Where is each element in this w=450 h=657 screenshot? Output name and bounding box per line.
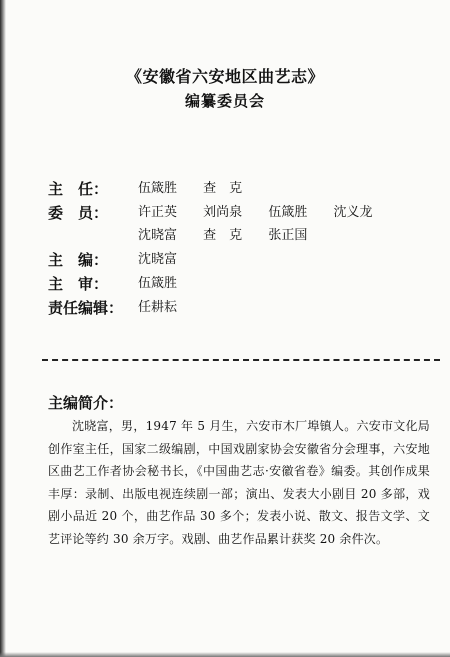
bio-heading: 主编简介： [48,394,124,412]
member-name: 任耕耘 [138,300,178,315]
member-name: 伍箴胜 [138,181,178,196]
committee-row-responsible-editor [48,297,438,319]
committee-row-members-cont [48,225,438,247]
book-title: 《安徽省六安地区曲艺志》 [125,67,324,86]
member-names [138,249,199,271]
role-label: 主 审： [48,275,109,293]
member-names [138,178,264,200]
committee-row-reviewer [48,273,438,295]
dashed-divider [42,359,440,361]
member-name: 张正国 [268,228,308,243]
member-name: 伍箴胜 [138,276,178,291]
scan-shadow-bottom [0,652,450,657]
member-name: 沈晓富 [138,252,178,267]
committee-title: 编纂委员会 [184,92,265,110]
member-name: 刘尚泉 [203,205,243,220]
role-label: 委 员： [48,204,109,222]
member-name: 查 克 [203,181,243,196]
member-name: 许正英 [138,205,178,220]
committee-row-director [48,178,438,200]
member-names [138,225,329,247]
role-label: 责任编辑： [48,299,124,317]
committee-row-chief-editor [48,249,438,271]
bio-paragraph: 沈晓富，男，1947 年 5 月生，六安市木厂埠镇人。六安市文化局创作室主任，国家二级编剧，中国戏剧家协会安徽省分会理事，六安地区曲艺工作者协会秘书长，《中国曲艺志·安徽省卷》编委。其创作成果丰厚：录制、出版电视连续剧一部；演出、发表大小剧目 20 多部，戏剧小品近 20 个，曲艺作品 30 多个；发表小说、散文、报告文学、文艺评论等约 30 余万字。戏剧、曲艺作品累计获奖 20 余件次。 [48,419,430,546]
member-name: 伍箴胜 [268,205,308,220]
member-names [138,202,394,224]
committee-row-members [48,202,438,224]
role-label: 主 任： [48,180,109,198]
member-names [138,297,199,319]
member-name: 沈晓富 [138,228,178,243]
role-label: 主 编： [48,251,109,269]
member-name: 沈义龙 [333,205,373,220]
member-name: 查 克 [203,228,243,243]
member-names [138,273,199,295]
